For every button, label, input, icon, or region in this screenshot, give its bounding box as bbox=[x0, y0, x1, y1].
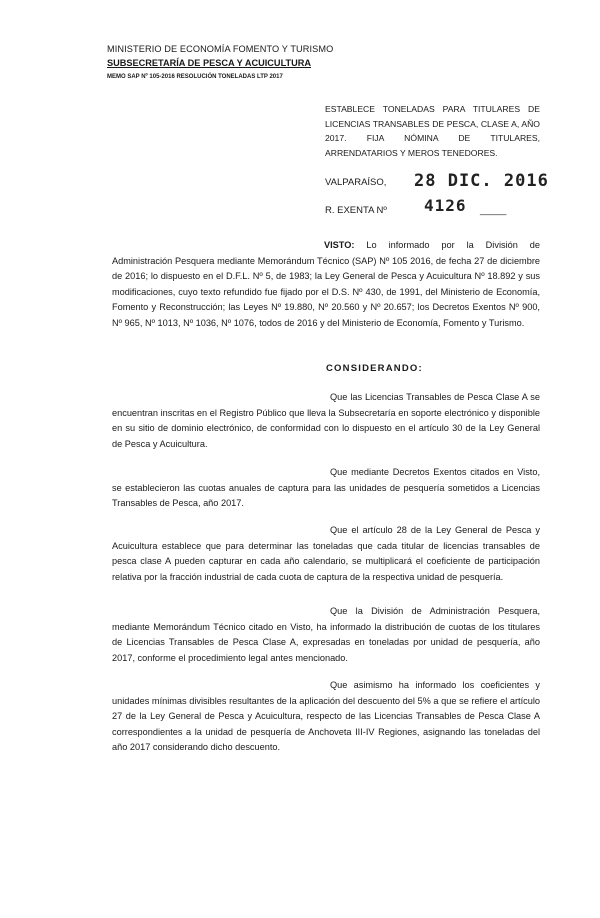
considerando-text: mediante Memorándum Técnico citado en Visto, ha informado la distribución de cuotas de los titulares de Licencias Transables de Pesca Clase A, expresadas en toneladas por unidad de pesquería, año 2017, conforme el procedimiento legal antes mencionado. bbox=[112, 621, 540, 663]
memo-reference: MEMO SAP Nº 105-2016 RESOLUCIÓN TONELADAS LTP 2017 bbox=[107, 74, 283, 80]
resolution-title: ESTABLECE TONELADAS PARA TITULARES DE LICENCIAS TRANSABLES DE PESCA, CLASE A, AÑO 2017. FIJA NÓMINA DE TITULARES, ARRENDATARIOS Y MEROS TENEDORES. bbox=[325, 104, 540, 158]
considerando-lead: Que las Licencias Transables de Pesca Clase A se bbox=[330, 392, 540, 402]
resolution-number-stamp: 4126 bbox=[424, 196, 467, 215]
considerando-text: unidades mínimas divisibles resultantes de la aplicación del descuento del 5% a que se refiere el artículo 27 de la Ley General de Pesca y Acuicultura, respecto de las Licencias Transables de Pesca Clase A correspondientes a la unidad de pesquería de Anchoveta III-IV Regiones, asignando las toneladas del año 2017 considerando dicho descuento. bbox=[112, 695, 540, 753]
visto-paragraph bbox=[112, 238, 540, 332]
considerando-heading: CONSIDERANDO: bbox=[326, 363, 423, 374]
considerando-item-3 bbox=[112, 523, 540, 585]
place-label: VALPARAÍSO, bbox=[325, 177, 387, 188]
considerando-lead: Que el artículo 28 de la Ley General de Pesca y bbox=[330, 525, 540, 535]
ministry-header: MINISTERIO DE ECONOMÍA FOMENTO Y TURISMO bbox=[107, 44, 334, 54]
considerando-text: Acuicultura establece que para determinar las toneladas que cada titular de licencias transables de pesca clase A pueden capturar en cada año calendario, se multiplicará el coeficiente de participación relativa por la fracción industrial de cada cuota de captura de la respectiva unidad de pesquería. bbox=[112, 540, 540, 582]
considerando-text: encuentran inscritas en el Registro Público que lleva la Subsecretaría en soporte electrónico y disponible en su sitio de dominio electrónico, de conformidad con lo dispuesto en el artículo 30 de la Ley General de Pesca y Acuicultura. bbox=[112, 407, 540, 449]
visto-label: VISTO: bbox=[324, 240, 355, 250]
considerando-text: se establecieron las cuotas anuales de captura para las unidades de pesquería sometidos a Licencias Transables de Pesca, año 2017. bbox=[112, 482, 540, 509]
considerando-lead: Que la División de Administración Pesquera, bbox=[330, 606, 540, 616]
rexenta-label: R. EXENTA Nº bbox=[325, 205, 387, 216]
considerando-item-2 bbox=[112, 465, 540, 512]
considerando-item-4 bbox=[112, 604, 540, 666]
considerando-item-5 bbox=[112, 678, 540, 756]
considerando-lead: Que mediante Decretos Exentos citados en Visto, bbox=[330, 467, 540, 477]
date-stamp: 28 DIC. 2016 bbox=[414, 171, 549, 191]
number-trailing-line: _____ bbox=[480, 205, 507, 216]
visto-text: Lo informado por la División de Administración Pesquera mediante Memorándum Técnico (SAP) Nº 105 2016, de fecha 27 de diciembre de 2016; lo dispuesto en el D.F.L. Nº 5, de 1983; la Ley General de Pesca y Acuicultura Nº 18.892 y sus modificaciones, cuyo texto refundido fue fijado por el D.S. Nº 430, de 1991, del Ministerio de Economía, Fomento y Reconstrucción; las Leyes Nº 19.880, Nº 20.560 y Nº 20.657; los Decretos Exentos Nº 900, Nº 965, Nº 1013, Nº 1036, Nº 1076, todos de 2016 y del Ministerio de Economía, Fomento y Turismo. bbox=[112, 240, 541, 328]
subsecretaria-header: SUBSECRETARÍA DE PESCA Y ACUICULTURA bbox=[107, 58, 312, 68]
considerando-lead: Que asimismo ha informado los coeficientes y bbox=[330, 680, 540, 690]
considerando-item-1 bbox=[112, 390, 540, 452]
